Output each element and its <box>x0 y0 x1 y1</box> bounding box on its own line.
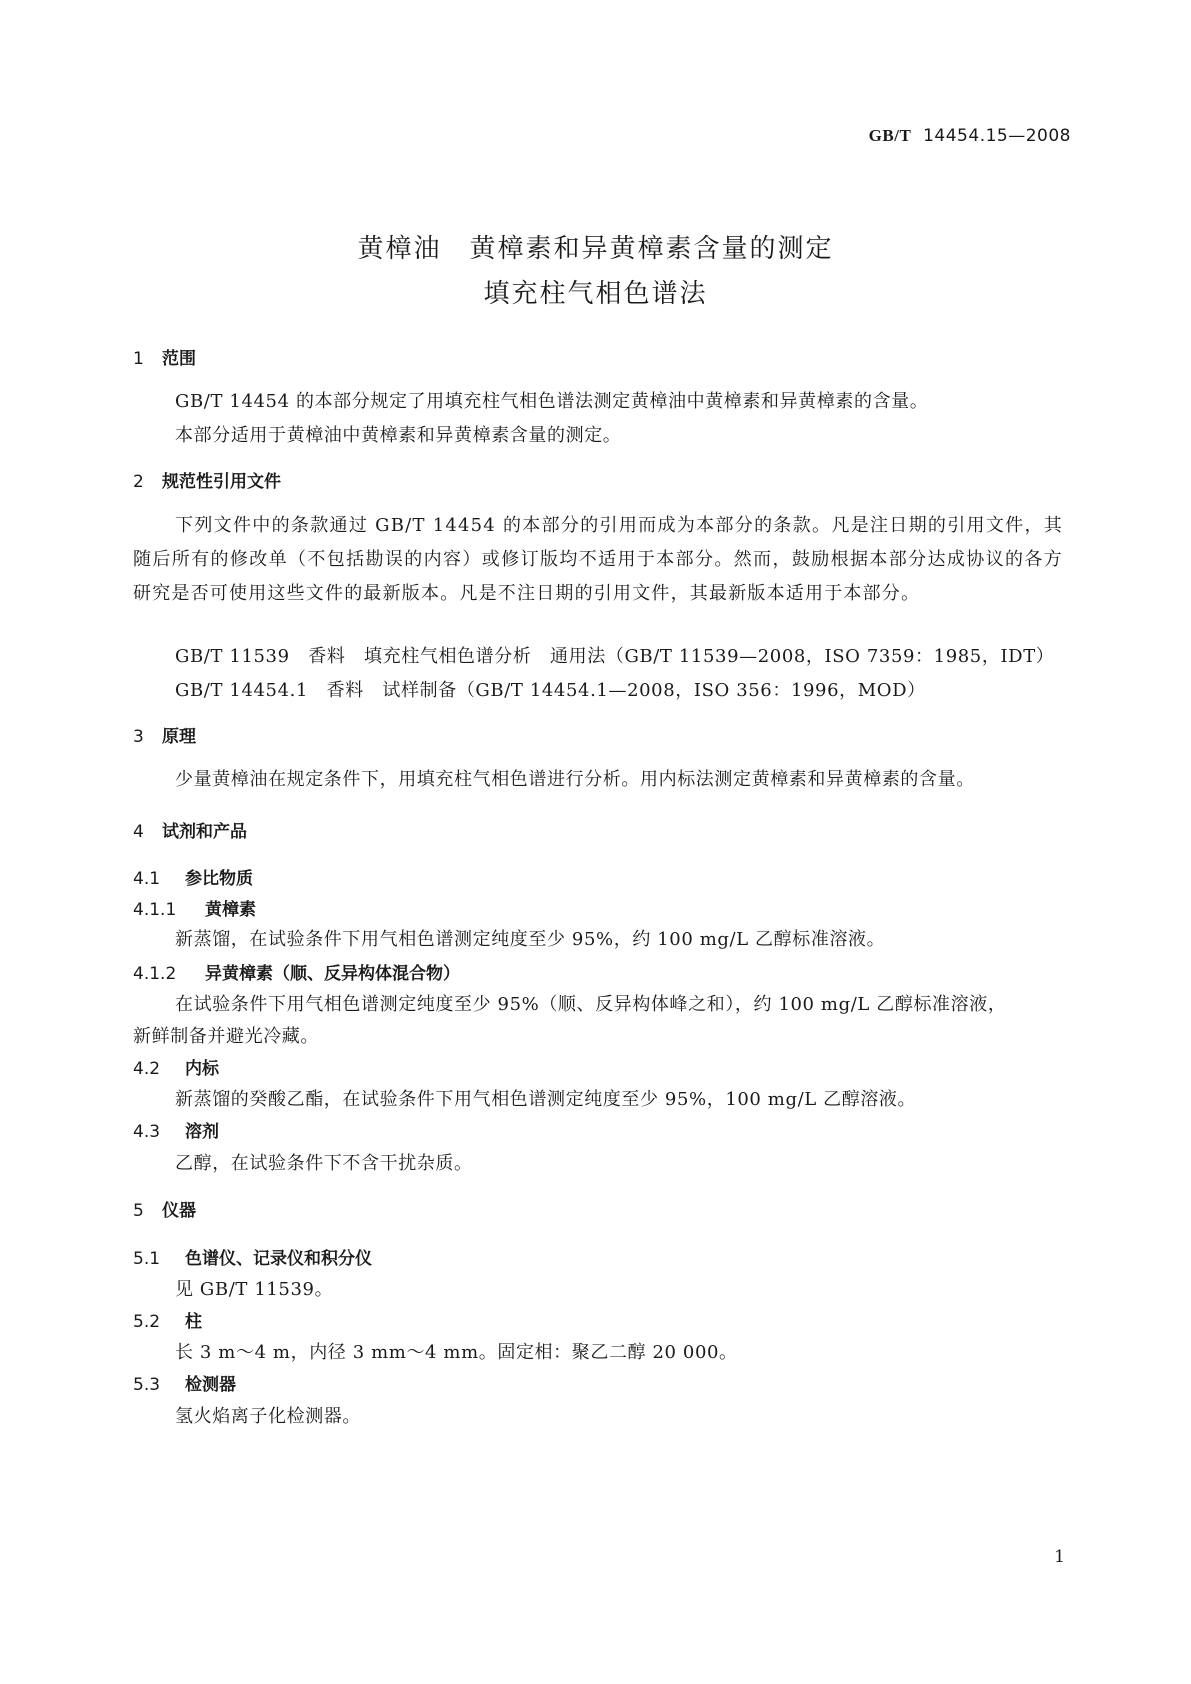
document-title-line2: 填充柱气相色谱法 <box>483 279 708 309</box>
section-5-heading: 5 仪器 <box>133 1201 196 1221</box>
section-4-3-text: 乙醇，在试验条件下不含干扰杂质。 <box>175 1153 473 1174</box>
section-5-3-text: 氢火焰离子化检测器。 <box>175 1406 361 1427</box>
document-title-line1: 黄樟油 黄樟素和异黄樟素含量的测定 <box>357 234 834 264</box>
section-4-1-2-text-line1: 在试验条件下用气相色谱测定纯度至少 95%（顺、反异构体峰之和），约 100 mg/L 乙醇标准溶液， <box>175 994 1007 1015</box>
section-5-3-heading: 5.3 检测器 <box>133 1375 236 1395</box>
section-5-2-heading: 5.2 柱 <box>133 1312 202 1332</box>
section-4-2-heading: 4.2 内标 <box>133 1059 219 1079</box>
standard-number: GB/T 14454.15—2008 <box>868 126 1071 146</box>
section-4-1-2-heading: 4.1.2 异黄樟素（顺、反异构体混合物） <box>133 964 460 984</box>
reference-gbt-11539: GB/T 11539 香料 填充柱气相色谱分析 通用法（GB/T 11539—2008，ISO 7359：1985，IDT） <box>175 646 1055 667</box>
section-5-1-heading: 5.1 色谱仪、记录仪和积分仪 <box>133 1249 372 1269</box>
section-4-3-heading: 4.3 溶剂 <box>133 1122 219 1142</box>
section-3-heading: 3 原理 <box>133 727 196 747</box>
section-2-paragraph: 下列文件中的条款通过 GB/T 14454 的本部分的引用而成为本部分的条款。凡是注日期的引用文件，其随后所有的修改单（不包括勘误的内容）或修订版均不适用于本部分。然而，鼓励根据本部分达成协议的各方研究是否可使用这些文件的最新版本。凡是不注日期的引用文件，其最新版本适用于本部分。 <box>133 515 1063 604</box>
section-4-heading: 4 试剂和产品 <box>133 822 247 842</box>
section-5-1-text: 见 GB/T 11539。 <box>175 1279 334 1300</box>
section-1-paragraph-2: 本部分适用于黄樟油中黄樟素和异黄樟素含量的测定。 <box>175 425 622 446</box>
section-4-1-1-heading: 4.1.1 黄樟素 <box>133 900 256 920</box>
reference-gbt-14454-1: GB/T 14454.1 香料 试样制备（GB/T 14454.1—2008，ISO 356：1996，MOD） <box>175 680 926 701</box>
section-4-2-text: 新蒸馏的癸酸乙酯，在试验条件下用气相色谱测定纯度至少 95%，100 mg/L 乙醇溶液。 <box>175 1089 917 1110</box>
section-4-1-2-text-line2: 新鲜制备并避光冷藏。 <box>133 1026 319 1047</box>
section-1-heading: 1 范围 <box>133 349 196 369</box>
section-5-2-text: 长 3 m～4 m，内径 3 mm～4 mm。固定相：聚乙二醇 20 000。 <box>175 1342 738 1363</box>
section-4-1-1-text: 新蒸馏，在试验条件下用气相色谱测定纯度至少 95%，约 100 mg/L 乙醇标准溶液。 <box>175 929 886 950</box>
page-number: 1 <box>1054 1547 1065 1567</box>
section-2-heading: 2 规范性引用文件 <box>133 472 281 492</box>
section-4-1-heading: 4.1 参比物质 <box>133 869 253 889</box>
section-3-paragraph: 少量黄樟油在规定条件下，用填充柱气相色谱进行分析。用内标法测定黄樟素和异黄樟素的含量。 <box>175 769 975 790</box>
section-1-paragraph-1: GB/T 14454 的本部分规定了用填充柱气相色谱法测定黄樟油中黄樟素和异黄樟素的含量。 <box>175 391 929 412</box>
